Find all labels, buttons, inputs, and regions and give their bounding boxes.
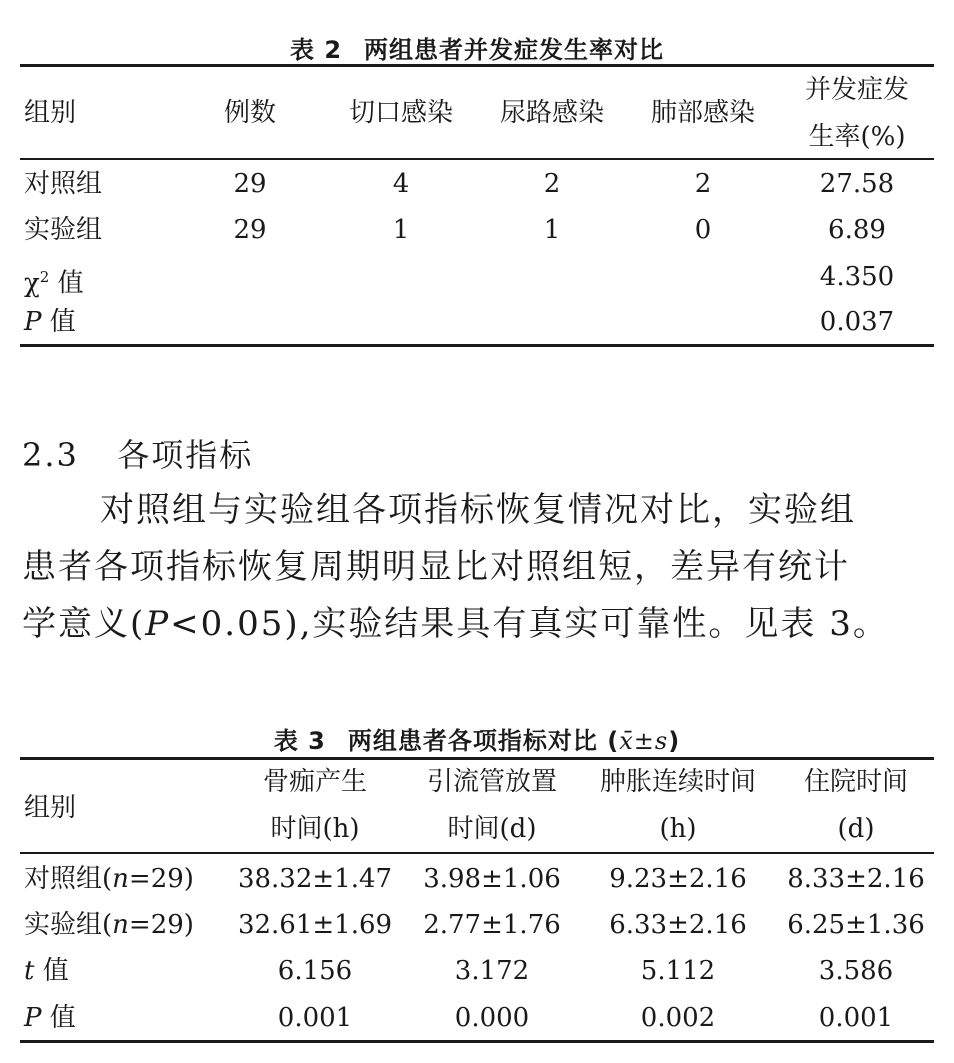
t-label-rest: 值 (34, 956, 69, 986)
table2-caption-label: 表 2 (289, 36, 343, 64)
table2-header-group: 组别 (24, 98, 77, 128)
table2-header-urinary: 尿路感染 (499, 98, 605, 128)
table3-caption-stat: x̄±s (619, 727, 669, 755)
section-heading (22, 430, 253, 476)
table3-row2-group-text: 实验组( (24, 910, 113, 940)
p-symbol: P (24, 307, 42, 337)
table2-row2-incision: 1 (392, 215, 410, 245)
table2-header-incision: 切口感染 (348, 98, 454, 128)
table3-bottom-rule (20, 1040, 934, 1043)
table3-header-callus-2: 时间(h) (270, 814, 360, 844)
table3-t-swelling: 5.112 (640, 956, 716, 986)
table3-header-swelling-2: (h) (659, 814, 697, 844)
t-symbol: t (24, 956, 35, 986)
table3-caption-label: 表 3 (273, 727, 326, 755)
section-paragraph (22, 482, 942, 653)
table2-row1-group: 对照组 (24, 169, 103, 199)
table3-p-label-rest: 值 (41, 1003, 76, 1033)
table2-header-rule (20, 158, 934, 160)
table2-caption (0, 30, 954, 65)
table2-row2-lung: 0 (694, 215, 712, 245)
table2-header-cases: 例数 (223, 98, 277, 128)
table3-header-rule (20, 852, 934, 854)
table3-row2-stay: 6.25±1.36 (787, 910, 925, 940)
table3-row2-group (24, 910, 194, 940)
section-title: 各项指标 (117, 436, 254, 474)
table3-row2-drain: 2.77±1.76 (423, 910, 561, 940)
table2-header-rate-line2: 生率(%) (808, 122, 906, 152)
table3-header-callus-1: 骨痂产生 (262, 767, 368, 797)
table2-row2-group: 实验组 (24, 215, 103, 245)
table3-p-drain: 0.000 (454, 1003, 530, 1033)
section-number: 2.3 (22, 436, 79, 474)
table3-p-callus: 0.001 (277, 1003, 353, 1033)
table3-p-stay: 0.001 (818, 1003, 894, 1033)
table3-t-callus: 6.156 (277, 956, 353, 986)
table3-p-symbol: P (24, 1003, 42, 1033)
table2-bottom-rule (20, 344, 934, 347)
para-line-2: 患者各项指标恢复周期明显比对照组短，差异有统计 (22, 547, 850, 587)
table2-row1-lung: 2 (694, 169, 712, 199)
table3-header-stay-2: (d) (837, 814, 875, 844)
table2-p-label (24, 307, 76, 337)
table3-caption-close: ) (668, 727, 681, 755)
table3-p-swelling: 0.002 (640, 1003, 716, 1033)
table3-header-group: 组别 (24, 793, 77, 823)
table2-header-lung: 肺部感染 (650, 98, 756, 128)
table2-row2-rate: 6.89 (828, 215, 886, 245)
table2-row1-incision: 4 (392, 169, 410, 199)
table3-row1-callus: 38.32±1.47 (237, 864, 393, 894)
table2-row2-urinary: 1 (543, 215, 561, 245)
table2-row1-rate: 27.58 (819, 169, 895, 199)
table3-row2-n: n (112, 910, 129, 940)
table3-caption-title: 两组患者各项指标对比 ( (347, 727, 620, 755)
table2-p-value: 0.037 (819, 307, 895, 337)
table3-top-rule (20, 757, 934, 760)
table2-top-rule (20, 64, 934, 67)
chi-superscript: 2 (39, 268, 50, 286)
table3-row1-swelling: 9.23±2.16 (609, 864, 747, 894)
table3-row1-drain: 3.98±1.06 (423, 864, 561, 894)
para-line-1: 对照组与实验组各项指标恢复情况对比，实验组 (100, 490, 856, 530)
table2-header-rate-line1: 并发症发 (804, 75, 910, 105)
table3-t-drain: 3.172 (454, 956, 530, 986)
table2-row1-urinary: 2 (543, 169, 561, 199)
table2-chi-label (24, 262, 84, 299)
table3-row1-n-rest: =29) (128, 864, 194, 894)
table3-header-drain-2: 时间(d) (447, 814, 537, 844)
table3-p-label (24, 1003, 76, 1033)
table3-header-drain-1: 引流管放置 (426, 767, 558, 797)
table2-chi-value: 4.350 (819, 262, 895, 292)
table2-row2-cases: 29 (233, 215, 267, 245)
table2-caption-title: 两组患者并发症发生率对比 (364, 36, 665, 64)
para-line-3 (22, 596, 942, 653)
table3-row2-swelling: 6.33±2.16 (609, 910, 747, 940)
table3-row1-group (24, 864, 194, 894)
table3-t-label (24, 956, 69, 986)
table3-row1-n: n (112, 864, 129, 894)
para-p-symbol: P (145, 604, 171, 644)
table3-t-stay: 3.586 (818, 956, 894, 986)
para-line-3b: <0.05),实验结果具有真实可靠性。见表 3。 (170, 604, 889, 644)
p-label-rest: 值 (41, 307, 76, 337)
table3-row1-stay: 8.33±2.16 (787, 864, 925, 894)
table2-row1-cases: 29 (233, 169, 267, 199)
table3-header-stay-1: 住院时间 (803, 767, 909, 797)
chi-label-rest: 值 (49, 268, 84, 299)
table3-row2-n-rest: =29) (128, 910, 194, 940)
table3-row2-callus: 32.61±1.69 (237, 910, 393, 940)
table3-header-swelling-1: 肿胀连续时间 (599, 767, 757, 797)
table3-caption (0, 721, 954, 756)
chi-symbol: χ (24, 268, 40, 299)
para-line-3a: 学意义( (22, 604, 146, 644)
table3-row1-group-text: 对照组( (24, 864, 113, 894)
